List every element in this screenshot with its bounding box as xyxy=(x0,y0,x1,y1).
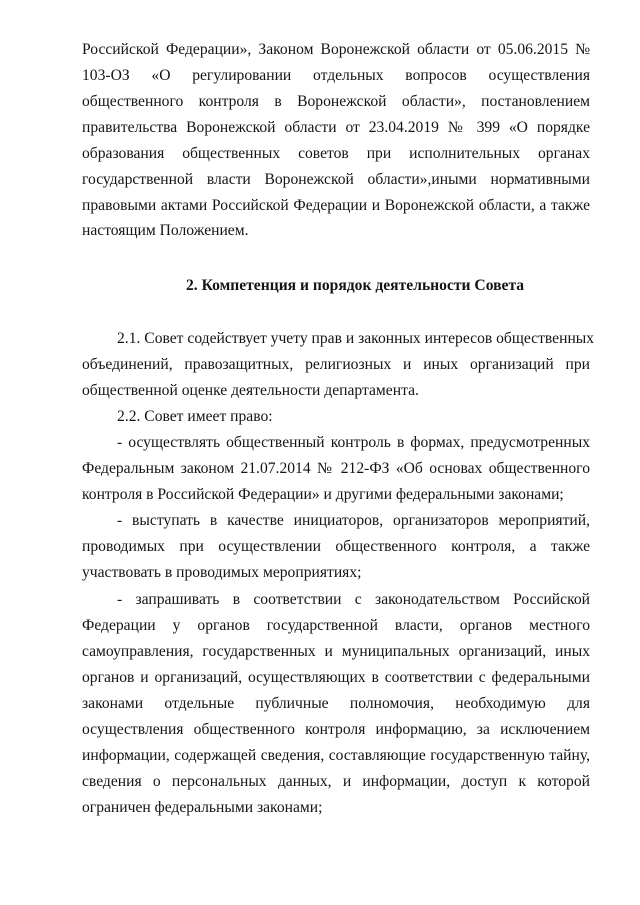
text-line: информации, содержащей сведения, составляющие государственную тайну, xyxy=(82,747,590,764)
text-line: участвовать в проводимых мероприятиях; xyxy=(82,564,362,581)
text-line: - запрашивать в соответствии с законодательством Российской xyxy=(117,591,590,608)
text-line: государственной власти Воронежской области»,иными нормативными xyxy=(82,171,590,188)
text-line: контроля в Российской Федерации» и другими федеральными законами; xyxy=(82,486,564,503)
text-line: объединений, правозащитных, религиозных и иных организаций при xyxy=(82,356,590,373)
text-line: 2.1. Совет содействует учету прав и законных интересов общественных xyxy=(117,330,595,347)
text-line: органов и организаций, осуществляющих в соответствии с федеральными xyxy=(82,669,590,686)
text-line: осуществления общественного контроля информацию, за исключением xyxy=(82,721,590,738)
text-line: ограничен федеральными законами; xyxy=(82,799,323,816)
text-line: общественного контроля в Воронежской области», постановлением xyxy=(82,93,590,110)
text-line: правительства Воронежской области от 23.04.2019 № 399 «О порядке xyxy=(82,119,590,136)
section-heading: 2. Компетенция и порядок деятельности Совета xyxy=(186,277,525,294)
text-line: Российской Федерации», Законом Воронежской области от 05.06.2015 № xyxy=(82,41,590,58)
text-line: проводимых при осуществлении общественного контроля, а также xyxy=(82,538,590,555)
text-line: образования общественных советов при исполнительных органах xyxy=(82,145,590,162)
text-line: правовыми актами Российской Федерации и Воронежской области, а также xyxy=(82,197,590,214)
text-line: законами отдельные публичные полномочия, необходимую для xyxy=(82,695,590,712)
paragraph-2-2: 2.2. Совет имеет право: xyxy=(117,408,273,425)
text-line: 103-ОЗ «О регулировании отдельных вопросов осуществления xyxy=(82,67,590,84)
text-line: Федеральным законом 21.07.2014 № 212-ФЗ «Об основах общественного xyxy=(82,460,590,477)
text-line: - выступать в качестве инициаторов, организаторов мероприятий, xyxy=(117,512,590,529)
text-line: - осуществлять общественный контроль в формах, предусмотренных xyxy=(117,434,590,451)
text-line: общественной оценке деятельности департамента. xyxy=(82,382,419,399)
text-line: сведения о персональных данных, и информации, доступ к которой xyxy=(82,773,590,790)
text-line: Федерации у органов государственной власти, органов местного xyxy=(82,617,590,634)
text-line: самоуправления, государственных и муниципальных организаций, иных xyxy=(82,643,590,660)
text-line: настоящим Положением. xyxy=(82,222,249,239)
